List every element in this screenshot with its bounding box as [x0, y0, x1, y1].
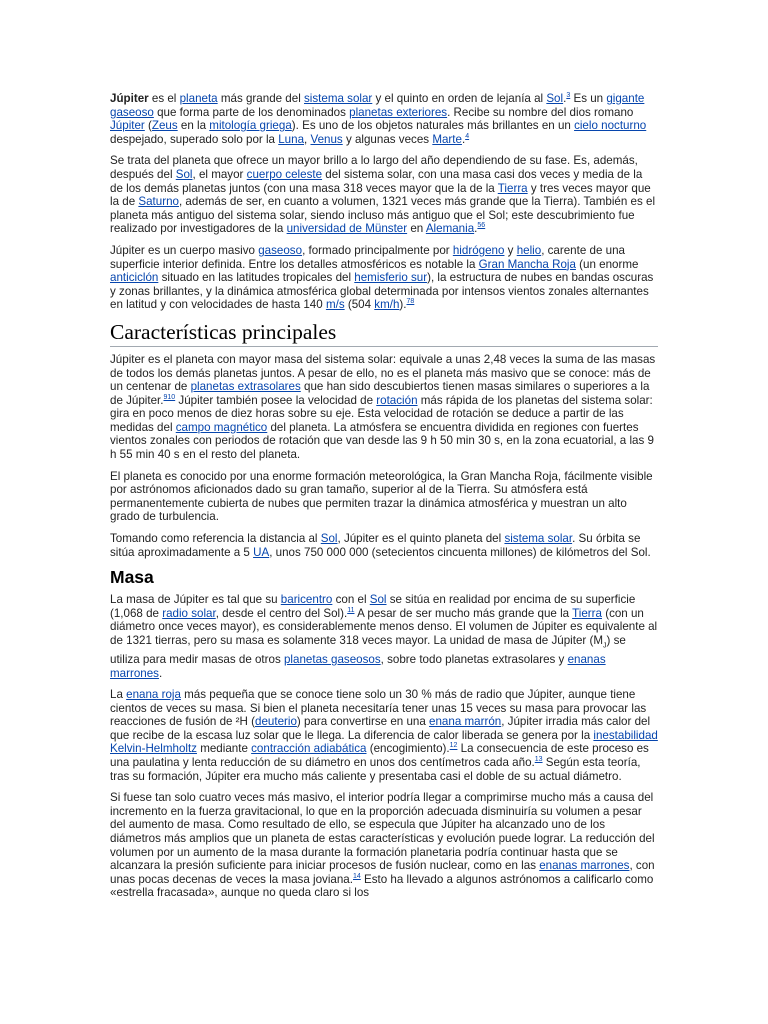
inline-link[interactable]: sistema solar [504, 532, 573, 546]
text-run: . [474, 222, 478, 236]
inline-link[interactable]: rotación [376, 393, 418, 407]
inline-link[interactable]: planetas extrasolares [190, 380, 301, 394]
text-run: en la [177, 119, 210, 133]
reference-link[interactable]: 13 [534, 756, 543, 764]
inline-link[interactable]: mitología griega [209, 119, 292, 133]
text-run: (un enorme [575, 257, 639, 271]
text-run: es el [148, 92, 180, 105]
inline-link[interactable]: Alemania [425, 222, 475, 236]
article-subject: Júpiter [110, 92, 149, 105]
paragraph [110, 470, 658, 524]
inline-link[interactable]: contracción adiabática [251, 742, 367, 756]
text-run: Júpiter también posee la velocidad de [175, 393, 377, 407]
paragraph [110, 244, 658, 312]
text-run: Júpiter es un cuerpo masivo [110, 243, 259, 257]
article-body [110, 92, 658, 908]
inline-link[interactable]: Júpiter [110, 119, 145, 133]
inline-link[interactable]: planeta [179, 92, 218, 105]
inline-link[interactable]: km/h [374, 298, 400, 312]
text-run: . [158, 666, 163, 680]
inline-link[interactable]: anticiclón [110, 271, 159, 285]
text-run: ) para convertirse en una [296, 715, 430, 729]
paragraph [110, 92, 658, 146]
text-run: y el quinto en orden de lejanía al [372, 92, 547, 105]
text-run: más rápida de los planetas del sistema solar: gira en poco menos de diez horas sobre su eje. Esta velocidad de rotación se deduce a partir de las medidas del [110, 393, 653, 434]
text-run: Tomando como referencia la distancia al [110, 532, 321, 546]
inline-link[interactable]: Luna [278, 132, 305, 146]
inline-link[interactable]: campo magnético [175, 420, 268, 434]
text-run: , [304, 132, 311, 146]
text-run: , Júpiter irradia más calor del que recibe de la escasa luz solar que le llega. La diferencia de calor liberada se genera por la [110, 715, 651, 742]
inline-link[interactable]: Zeus [151, 119, 178, 133]
paragraph [110, 154, 658, 236]
inline-link[interactable]: radio solar [162, 606, 216, 620]
text-run: (con un diámetro once veces mayor), es considerablemente menos denso. El volumen de Júpiter es equivalente al de 1321 tierras, pero su masa es solamente 318 veces mayor. La unidad de masa de Júpiter (M [110, 606, 658, 647]
text-run: más grande del [217, 92, 304, 105]
text-run: Según esta teoría, tras su formación, Júpiter era mucho más caliente y presentaba casi el doble de su actual diámetro. [110, 756, 641, 783]
text-run: con el [332, 593, 370, 607]
text-run: , unos 750 000 000 (setecientos cincuenta millones) de kilómetros del Sol. [269, 545, 651, 559]
text-run: que forma parte de los denominados [153, 105, 350, 119]
text-run: Esto ha llevado a algunos astrónomos a calificarlo como «estrella fracasada», aunque no queda claro si los [110, 872, 654, 900]
inline-link[interactable]: Saturno [138, 195, 179, 209]
text-run: en [407, 222, 426, 236]
text-run: Es un [570, 92, 607, 105]
subsection-heading: Masa [110, 567, 154, 588]
text-run: del sistema solar, con una masa casi dos veces y media de la de los demás planetas juntos (con una masa 318 veces mayor que la de la [110, 167, 643, 195]
inline-link[interactable]: planetas gaseosos [283, 652, 381, 666]
inline-link[interactable]: hidrógeno [452, 243, 505, 257]
text-run: que han sido descubiertos tienen masas similares o superiores a la de Júpiter. [110, 380, 650, 407]
inline-link[interactable]: universidad de Münster [286, 222, 408, 236]
inline-link[interactable]: Venus [310, 132, 343, 146]
paragraph [110, 791, 658, 900]
paragraph [110, 532, 658, 559]
inline-link[interactable]: gigante gaseoso [110, 92, 645, 119]
text-run: ). Es uno de los objetos naturales más brillantes en un [291, 119, 575, 133]
inline-link[interactable]: Sol [320, 532, 338, 546]
text-run: ) se utiliza para medir masas de otros [110, 634, 626, 666]
text-run: A pesar de ser mucho más grande que la [354, 606, 573, 620]
inline-link[interactable]: baricentro [280, 593, 333, 607]
inline-link[interactable]: m/s [325, 298, 345, 312]
inline-link[interactable]: enanas marrones [539, 859, 630, 873]
text-run: más pequeña que se conoce tiene solo un 30 % más de radio que Júpiter, aunque tiene cientos de veces su masa. Si bien el planeta necesitaría tener unas 15 veces su masa para provocar las reacciones de fusión de ²H ( [110, 688, 647, 729]
paragraph [110, 353, 658, 462]
section-heading: Características principales [110, 320, 658, 347]
text-run: ), la estructura de nubes en bandas oscuras y zonas brillantes, y la dinámica atmosférica global determinada por intensos vientos zonales alternantes en latitud y con velocidades de hasta 140 [110, 271, 654, 312]
text-run: , desde el centro del Sol). [215, 606, 348, 620]
inline-link[interactable]: gaseoso [258, 243, 303, 257]
reference-link[interactable]: 56 [477, 222, 486, 230]
text-run: . [461, 132, 466, 146]
reference-link[interactable]: 14 [352, 872, 361, 880]
inline-link[interactable]: hemisferio sur [354, 271, 428, 285]
text-run: se sitúa en realidad por encima de su superficie (1,068 de [110, 593, 636, 620]
reference-link[interactable]: 3 [566, 92, 571, 100]
text-run: , el mayor [192, 167, 247, 181]
inline-link[interactable]: deuterio [255, 715, 297, 729]
text-run: y [504, 243, 517, 257]
inline-link[interactable]: Gran Mancha Roja [478, 257, 576, 271]
text-run: y tres veces mayor que la de [110, 181, 651, 209]
inline-link[interactable]: cuerpo celeste [246, 167, 323, 181]
text-run: , carente de una superficie interior definida. Entre los detalles atmosféricos es notable la [110, 243, 625, 271]
text-run: y algunas veces [342, 132, 433, 146]
inline-link[interactable]: helio [516, 243, 542, 257]
reference-link[interactable]: 78 [406, 298, 415, 306]
text-run: (encogimiento). [366, 742, 450, 756]
inline-link[interactable]: sistema solar [304, 92, 373, 105]
subscript-text: J [603, 642, 607, 650]
inline-link[interactable]: Tierra [497, 181, 528, 195]
inline-link[interactable]: planetas exteriores [349, 105, 448, 119]
text-run: . Su órbita se sitúa aproximadamente a 5 [110, 532, 641, 559]
text-run: La [110, 688, 127, 702]
text-run: despejado, superado solo por la [110, 132, 279, 146]
reference-link[interactable]: 12 [449, 742, 458, 750]
text-run: , Júpiter es el quinto planeta del [337, 532, 505, 546]
inline-link[interactable]: Sol [546, 92, 564, 105]
inline-link[interactable]: enanas marrones [110, 652, 606, 680]
text-run: Se trata del planeta que ofrece un mayor brillo a lo largo del año dependiendo de su fase. Es, además, después del [110, 154, 638, 181]
text-run: , con unas pocas decenas de veces la masa joviana. [110, 859, 655, 886]
text-run: La masa de Júpiter es tal que su [110, 593, 281, 607]
reference-link[interactable]: 11 [347, 606, 355, 614]
text-run: . [563, 92, 567, 105]
inline-link[interactable]: Tierra [572, 606, 602, 620]
text-run: . Recibe su nombre del dios romano [447, 105, 634, 119]
text-run: , sobre todo planetas extrasolares y [380, 652, 568, 666]
text-run: Júpiter es el planeta con mayor masa del sistema solar: equivale a unas 2,48 veces la suma de las masas de todos los demás planetas juntos. A pesar de ello, no es el planeta más masivo que se conoce: más de un centenar de [110, 352, 656, 394]
paragraph [110, 688, 658, 783]
inline-link[interactable]: cielo nocturno [574, 119, 647, 133]
inline-link[interactable]: Sol [175, 167, 193, 181]
text-run: Si fuese tan solo cuatro veces más masivo, el interior podría llegar a comprimirse mucho más a causa del incremento en la fuerza gravitacional, lo que en la proporción adecuada disminuiría su volumen a pesar del aumento de masa. Como resultado de ello, se especula que Júpiter ha alcanzado uno de los diámetros más amplios que un planeta de estas características y evolución puede lograr. La reducción del volumen por un aumento de la masa durante la formación planetaria podría continuar hasta que se alcanzara la presión suficiente para iniciar procesos de fusión nuclear, como en las [110, 791, 655, 873]
inline-link[interactable]: UA [253, 545, 270, 559]
text-run: , formado principalmente por [302, 243, 453, 257]
text-run: del planeta. La atmósfera se encuentra dividida en regiones con fuertes vientos zonales con periodos de rotación que van desde las 9 h 50 min 30 s, en la zona ecuatorial, a las 9 h 55 min 40 s en el resto del planeta. [110, 420, 654, 462]
inline-link[interactable]: inestabilidad Kelvin-Helmholtz [110, 728, 658, 756]
text-run: mediante [196, 742, 252, 756]
inline-link[interactable]: enana marrón [429, 715, 502, 729]
text-run: ( [144, 119, 152, 133]
inline-link[interactable]: enana roja [126, 688, 181, 702]
inline-link[interactable]: Sol [369, 593, 387, 607]
inline-link[interactable]: Marte [432, 132, 462, 146]
text-run: , además de ser, en cuanto a volumen, 1321 veces más grande que la Tierra). También es el planeta más antiguo del sistema solar, siendo incluso más antiguo que el Sol; este descubrimiento fue realizado por investigadores de la [110, 195, 656, 236]
reference-link[interactable]: 4 [465, 132, 470, 140]
text-run: (504 [344, 298, 375, 312]
text-run: La consecuencia de este proceso es una paulatina y lenta reducción de su diámetro en unos dos centímetros cada año. [110, 742, 649, 770]
text-run: El planeta es conocido por una enorme formación meteorológica, la Gran Mancha Roja, fácilmente visible por astrónomos aficionados dado su gran tamaño, superior al de la Tierra. Su atmósfera está permanentemente cubierta de nubes que permiten trazar la dinámica atmosférica y muestran un alto grado de turbulencia. [110, 469, 653, 524]
paragraph [110, 593, 658, 680]
reference-link[interactable]: 910 [163, 393, 176, 401]
text-run: ). [399, 298, 407, 312]
text-run: situado en las latitudes tropicales del [158, 271, 355, 285]
